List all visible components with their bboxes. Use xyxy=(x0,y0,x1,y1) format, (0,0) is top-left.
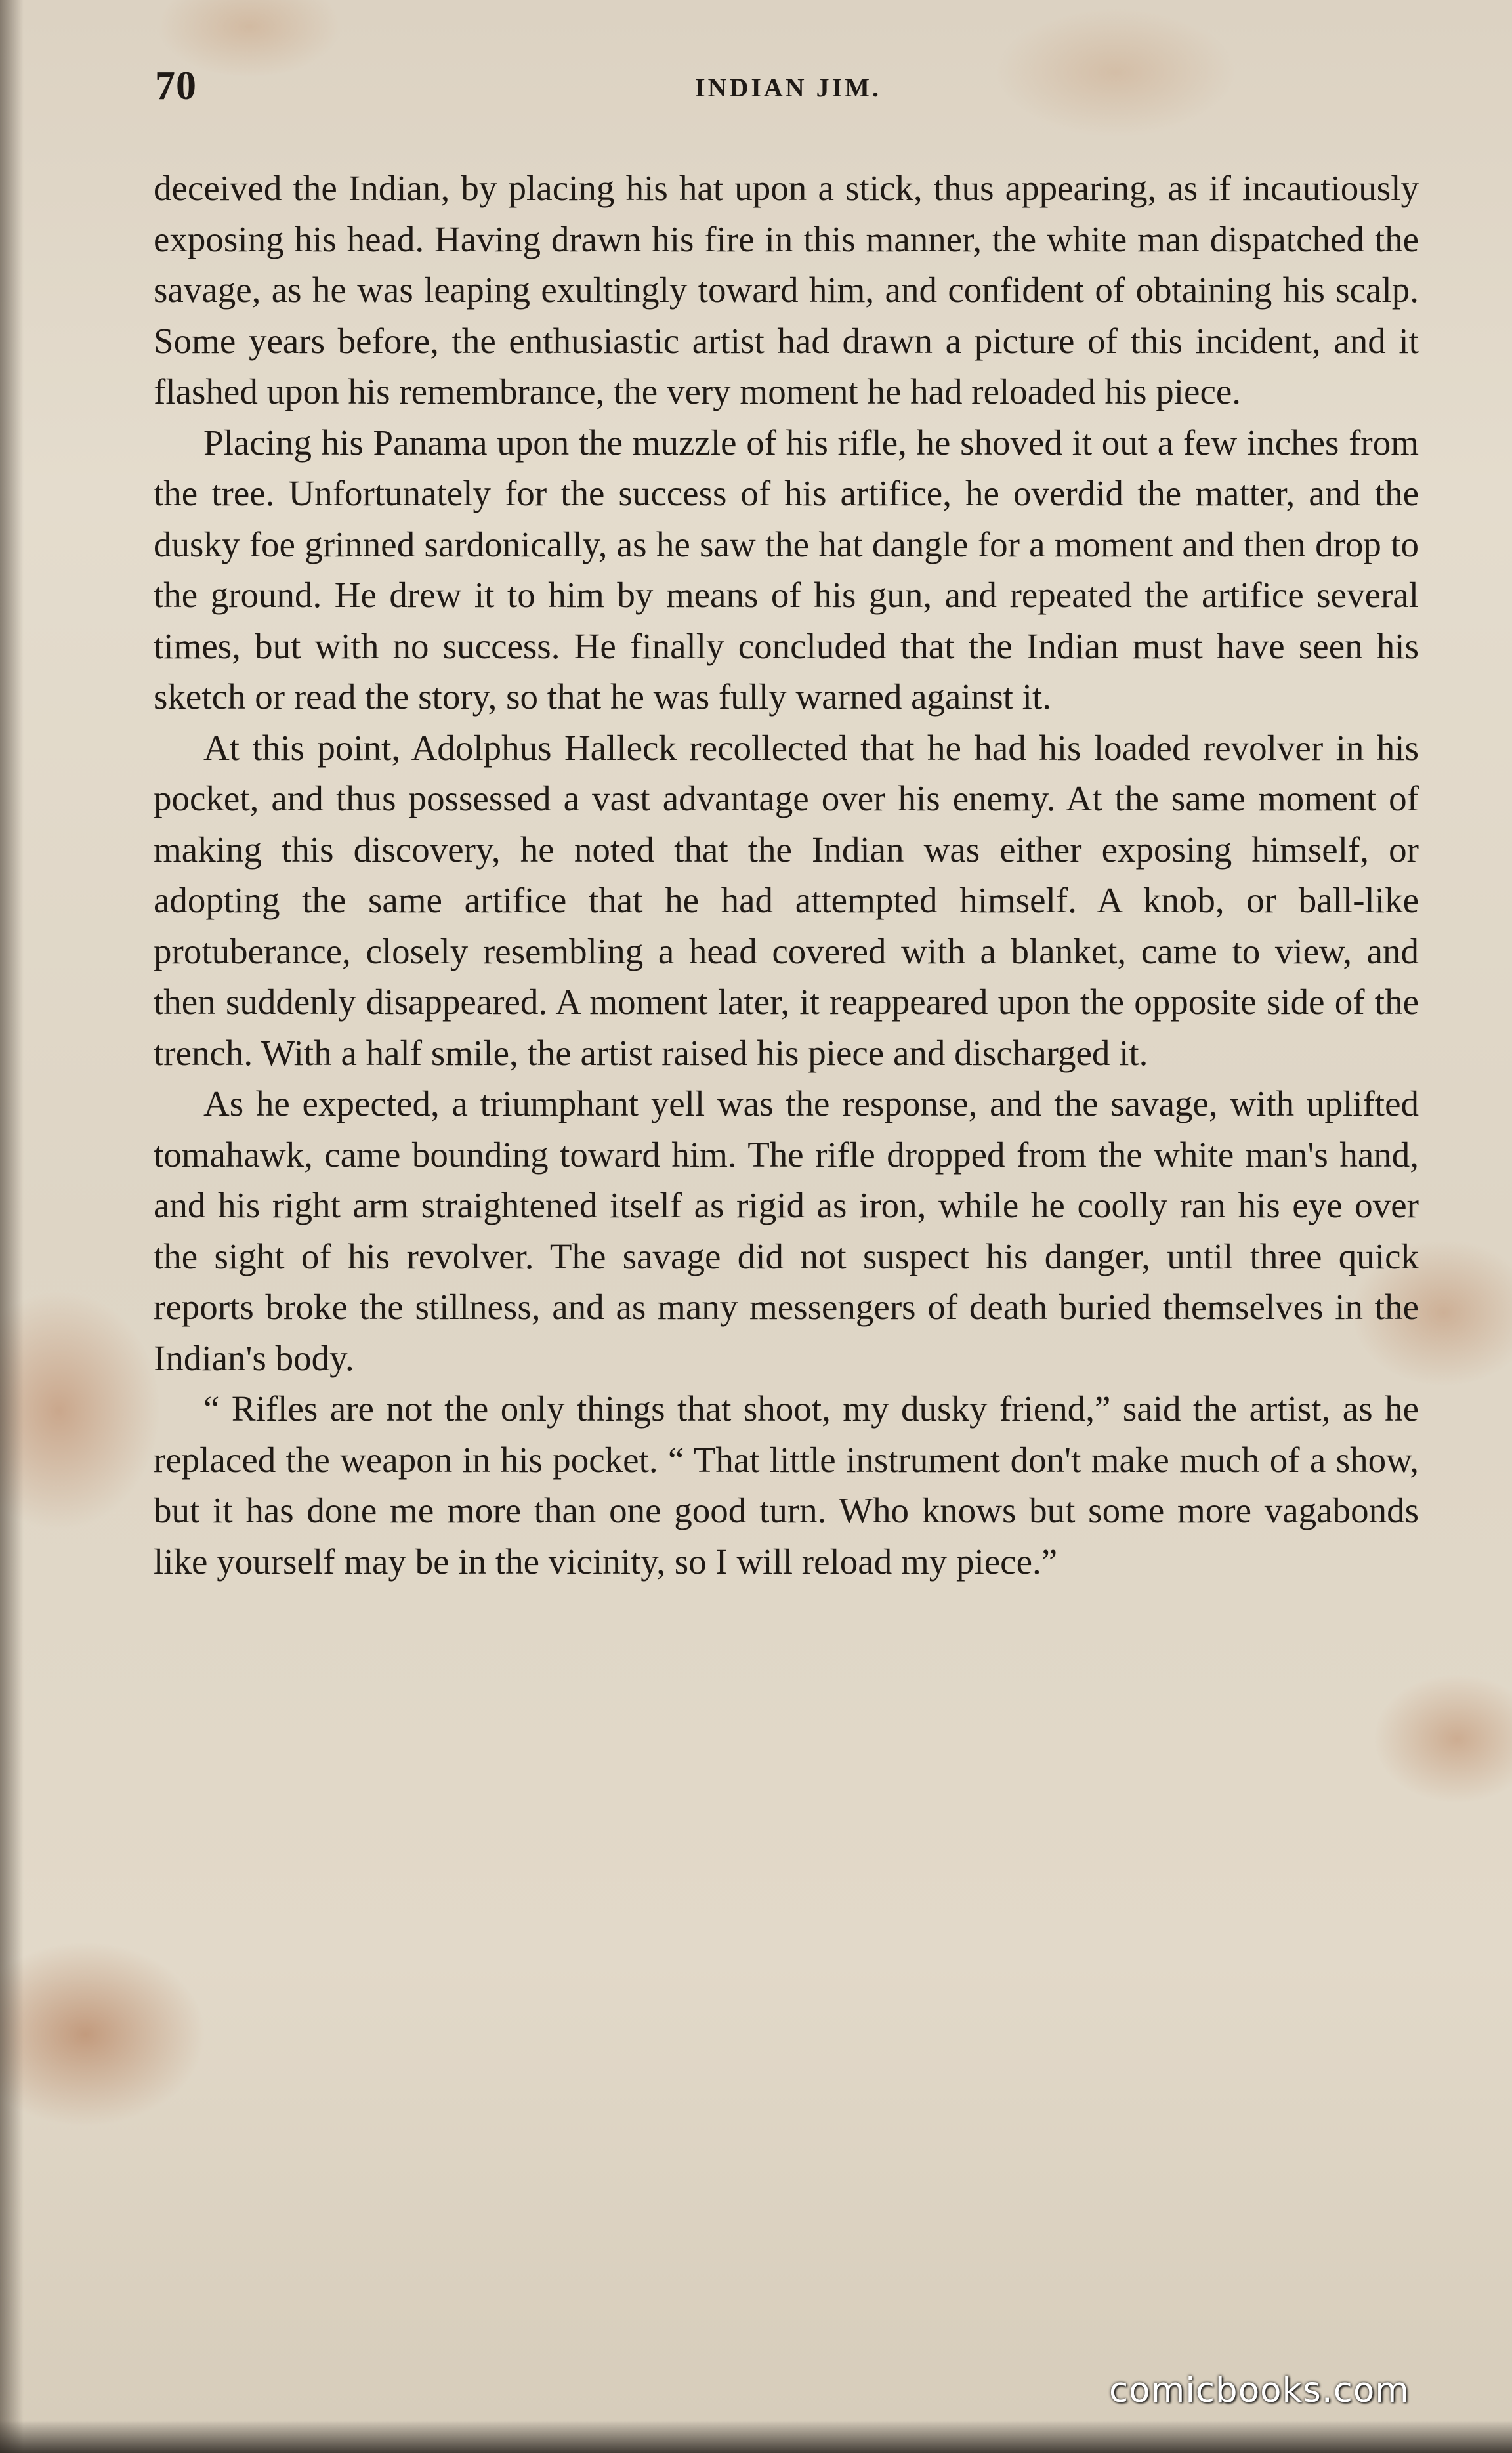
page-edge-shadow xyxy=(0,0,24,2453)
page-header xyxy=(155,63,1421,115)
paragraph: At this point, Adolphus Halleck recollected that he had his loaded revolver in his pocket, and thus possessed a vast advantage over his enemy. At the same moment of making this discovery, he noted that the Indian was either exposing himself, or adopting the same artifice that he had attempted himself. A knob, or ball-like protuberance, closely resembling a head covered with a blanket, came to view, and then suddenly disappeared. A moment later, it reappeared upon the opposite side of the trench. With a half smile, the artist raised his piece and discharged it. xyxy=(154,727,1419,1073)
paragraph: As he expected, a triumphant yell was the response, and the savage, with uplifted tomahawk, came bounding toward him. The rifle dropped from the white man's hand, and his right arm straightened itself as rigid as iron, while he coolly ran his eye over the sight of his revolver. The savage did not suspect his danger, until three quick reports broke the stillness, and as many messengers of death buried themselves in the Indian's body. xyxy=(154,1083,1419,1378)
paragraph: deceived the Indian, by placing his hat upon a stick, thus appearing, as if incautiously exposing his head. Having drawn his fire in this manner, the white man dispatched the savage, as he was leaping exultingly toward him, and confident of obtaining his scalp. Some years before, the enthusiastic artist had drawn a picture of this incident, and it flashed upon his remembrance, the very moment he had reloaded his piece. xyxy=(154,168,1419,411)
running-head: INDIAN JIM. xyxy=(695,73,881,102)
watermark: comicbooks.com xyxy=(1109,2370,1410,2410)
page-number: 70 xyxy=(155,64,197,108)
body-text xyxy=(154,163,1419,1587)
paragraph: Placing his Panama upon the muzzle of his rifle, he shoved it out a few inches from the tree. Unfortunately for the success of his artifice, he overdid the matter, and the dusky foe grinned sardonically, as he saw the hat dangle for a moment and then drop to the ground. He drew it to him by means of his gun, and repeated the artifice several times, but with no success. He finally concluded that the Indian must have seen his sketch or read the story, so that he was fully warned against it. xyxy=(154,422,1419,717)
paragraph: “ Rifles are not the only things that shoot, my dusky friend,” said the artist, as he replaced the weapon in his pocket. “ That little instrument don't make much of a show, but it has done me more than one good turn. Who knows but some more vagabonds like yourself may be in the vicinity, so I will reload my piece.” xyxy=(154,1389,1419,1582)
